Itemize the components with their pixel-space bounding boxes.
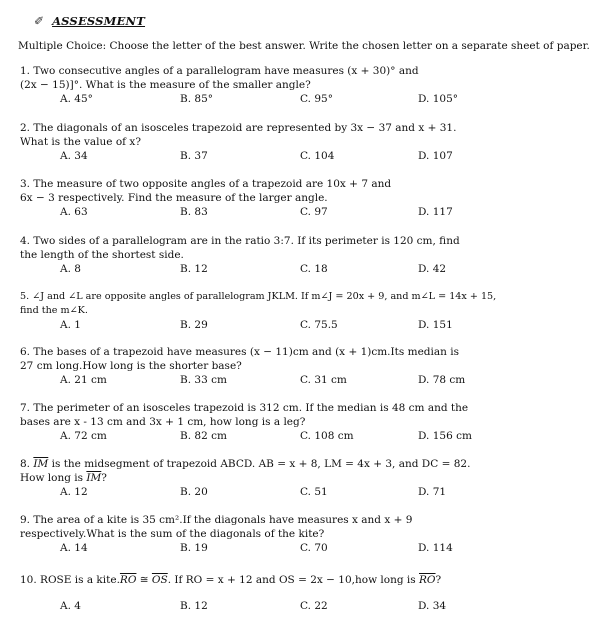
segment-im: $\overline{IM}$ bbox=[33, 458, 49, 470]
question-6 bbox=[20, 345, 610, 387]
question-9 bbox=[20, 513, 610, 555]
question-stem: 9. The area of a kite is 35 cm².If the diagonals have measures x and x + 9 respectively.What is the sum of the diagonals of the kite? bbox=[20, 514, 413, 540]
choice-b: B. 20 bbox=[180, 486, 208, 498]
choice-b: B. 12 bbox=[180, 263, 208, 275]
assessment-header bbox=[34, 14, 145, 28]
choice-a: A. 14 bbox=[60, 542, 88, 554]
choice-a: A. 72 cm bbox=[60, 430, 107, 442]
choice-d: D. 156 cm bbox=[418, 430, 472, 442]
choice-c: C. 108 cm bbox=[300, 430, 354, 442]
choice-d: D. 114 bbox=[418, 542, 453, 554]
choice-c: C. 22 bbox=[300, 600, 328, 612]
segment-im: $\overline{IM}$ bbox=[86, 472, 102, 484]
pencil-icon: ✐ bbox=[34, 14, 45, 28]
question-stem: 5. ∠J and ∠L are opposite angles of parallelogram JKLM. If m∠J = 20x + 9, and m∠L = 14x + 15, find the m∠K. bbox=[20, 291, 497, 316]
choice-row bbox=[20, 205, 610, 219]
segment-ro: $\overline{RO}$ bbox=[119, 574, 137, 586]
choice-d: D. 42 bbox=[418, 263, 447, 275]
choice-row bbox=[20, 541, 610, 555]
choice-a: A. 63 bbox=[60, 206, 88, 218]
question-2 bbox=[20, 121, 610, 163]
choice-d: D. 107 bbox=[418, 150, 453, 162]
choice-b: B. 19 bbox=[180, 542, 208, 554]
segment-os: $\overline{OS}$ bbox=[151, 574, 168, 586]
question-stem: 8. $\overline{IM}$ is the midsegment of trapezoid ABCD. AB = x + 8, LM = 4x + 3, and DC = 82. How long is $\overline{IM}$? bbox=[20, 458, 471, 484]
question-5 bbox=[20, 290, 610, 332]
question-stem: 2. The diagonals of an isosceles trapezoid are represented by 3x − 37 and x + 31. What is the value of x? bbox=[20, 122, 457, 148]
page-title: ASSESSMENT bbox=[52, 14, 146, 28]
choice-b: B. 29 bbox=[180, 319, 208, 331]
choice-b: B. 85° bbox=[180, 93, 214, 105]
choice-b: B. 33 cm bbox=[180, 374, 227, 386]
question-4 bbox=[20, 234, 610, 276]
choice-c: C. 70 bbox=[300, 542, 328, 554]
question-stem: 7. The perimeter of an isosceles trapezoid is 312 cm. If the median is 48 cm and the bases are x - 13 cm and 3x + 1 cm, how long is a leg? bbox=[20, 402, 469, 428]
choice-c: C. 95° bbox=[300, 93, 333, 105]
choice-b: B. 82 cm bbox=[180, 430, 227, 442]
choice-row bbox=[20, 429, 610, 443]
choice-c: C. 97 bbox=[300, 206, 328, 218]
choice-row bbox=[20, 262, 610, 276]
choice-b: B. 12 bbox=[180, 600, 208, 612]
choice-c: C. 104 bbox=[300, 150, 335, 162]
question-stem: 4. Two sides of a parallelogram are in the ratio 3:7. If its perimeter is 120 cm, find the length of the shortest side. bbox=[20, 235, 460, 261]
choice-b: B. 83 bbox=[180, 206, 208, 218]
question-stem: 6. The bases of a trapezoid have measures (x − 11)cm and (x + 1)cm.Its median is 27 cm long.How long is the shorter base? bbox=[20, 346, 459, 372]
choice-d: D. 71 bbox=[418, 486, 447, 498]
choice-c: C. 75.5 bbox=[300, 319, 338, 331]
instructions: Multiple Choice: Choose the letter of the best answer. Write the chosen letter on a separate sheet of paper. bbox=[18, 40, 590, 52]
segment-ro: $\overline{RO}$ bbox=[419, 574, 436, 586]
choice-a: A. 21 cm bbox=[60, 374, 107, 386]
choice-a: A. 34 bbox=[60, 150, 88, 162]
choice-a: A. 8 bbox=[60, 263, 81, 275]
question-stem: 1. Two consecutive angles of a parallelogram have measures (x + 30)° and (2x − 15)]°. What is the measure of the smaller angle? bbox=[20, 65, 419, 91]
choice-d: D. 34 bbox=[418, 600, 447, 612]
choice-row bbox=[20, 599, 610, 613]
choice-row bbox=[20, 92, 610, 106]
question-8 bbox=[20, 457, 610, 499]
choice-row bbox=[20, 318, 610, 332]
question-3 bbox=[20, 177, 610, 219]
question-stem: 3. The measure of two opposite angles of a trapezoid are 10x + 7 and 6x − 3 respectively. Find the measure of the larger angle. bbox=[20, 178, 392, 204]
choice-d: D. 78 cm bbox=[418, 374, 466, 386]
choice-row bbox=[20, 149, 610, 163]
choice-row bbox=[20, 485, 610, 499]
choice-a: A. 4 bbox=[60, 600, 81, 612]
question-7 bbox=[20, 401, 610, 443]
choice-row bbox=[20, 373, 610, 387]
choice-c: C. 51 bbox=[300, 486, 328, 498]
choice-c: C. 18 bbox=[300, 263, 328, 275]
choice-a: A. 1 bbox=[60, 319, 81, 331]
question-1 bbox=[20, 64, 610, 106]
choice-d: D. 105° bbox=[418, 93, 459, 105]
choice-c: C. 31 cm bbox=[300, 374, 347, 386]
choice-b: B. 37 bbox=[180, 150, 208, 162]
choice-d: D. 151 bbox=[418, 319, 453, 331]
question-10 bbox=[20, 573, 610, 613]
question-stem: 10. ROSE is a $kite.\overline{RO}$ ≅ $\overline{OS}$. If RO = x + 12 and OS = 2x − 10,how long is $\overline{RO}$? bbox=[20, 574, 442, 586]
choice-d: D. 117 bbox=[418, 206, 453, 218]
choice-a: A. 12 bbox=[60, 486, 88, 498]
choice-a: A. 45° bbox=[60, 93, 93, 105]
